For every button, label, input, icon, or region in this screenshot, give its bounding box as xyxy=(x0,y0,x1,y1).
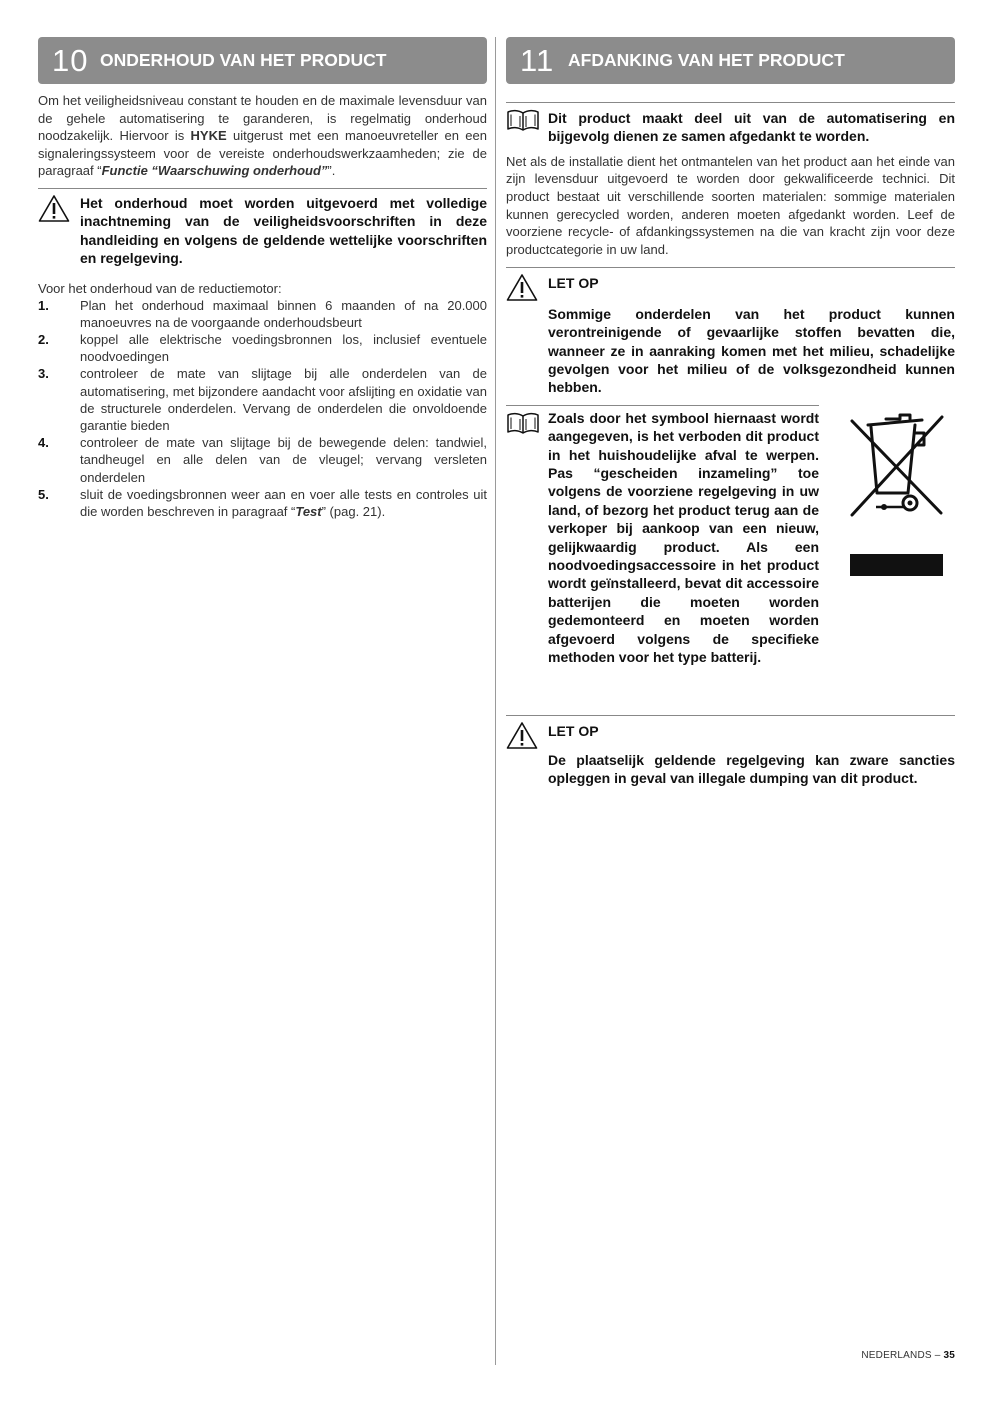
step-text-a: sluit de voedingsbronnen weer aan en voer alle tests en controles uit die worden beschreven in paragraaf “ xyxy=(80,486,487,520)
warning-text: Het onderhoud moet worden uitgevoerd met volledige inachtneming van de veiligheidsvoorschriften in deze handleiding en volgens de geldende wettelijke voorschriften en regelgeving. xyxy=(80,194,487,267)
legal-caution-title: LET OP xyxy=(548,722,599,739)
step-number: 5. xyxy=(38,486,49,502)
paragraph-reference: Functie “Waarschuwing onderhoud” xyxy=(101,163,328,179)
brand-name: HYKE xyxy=(190,128,227,144)
legal-caution-text: De plaatselijk geldende regelgeving kan zware sancties opleggen in geval van illegale dumping van dit product. xyxy=(548,751,955,787)
step-text: controleer de mate van slijtage bij de bewegende delen: tandwiel, tandheugel en alle delen van de vleugel; vervang versleten onderdelen xyxy=(80,435,487,485)
legal-caution-note xyxy=(506,715,955,788)
step-number: 3. xyxy=(38,366,49,382)
warning-note xyxy=(38,188,487,268)
list-item xyxy=(38,331,487,365)
intro-text-a: Om het veiligheidsniveau constant te houden en de maximale levensduur van de gehele automatisering te garanderen, is regelmatig onderhoud noodzakelijk. Hiervoor is xyxy=(38,93,487,144)
section-title: AFDANKING VAN HET PRODUCT xyxy=(568,50,845,70)
step-number: 1. xyxy=(38,297,49,313)
list-item xyxy=(38,297,487,331)
caution-note xyxy=(506,267,955,396)
warning-triangle-icon xyxy=(506,273,538,307)
section-maintenance xyxy=(38,37,487,520)
step-text-b: ” (pag. 21). xyxy=(321,504,386,520)
list-item xyxy=(38,486,487,520)
crossed-out-wheelie-bin-icon xyxy=(838,411,955,529)
section-number: 10 xyxy=(52,42,89,78)
intro-paragraph xyxy=(38,92,487,180)
section-10-header xyxy=(38,37,487,84)
step-number: 2. xyxy=(38,332,49,347)
open-book-icon xyxy=(506,108,540,137)
note-text: Dit product maakt deel uit van de automatisering en bijgevolg dienen ze samen afgedankt te worden. xyxy=(548,110,955,145)
page-number: 35 xyxy=(943,1350,955,1361)
intro-text-b: uitgerust met een manoeuvreteller en een signaleringssysteem voor de vereiste onderhoudswerkzaamheden; zie de paragraaf “ xyxy=(38,128,487,179)
manual-note xyxy=(506,102,955,146)
test-reference: Test xyxy=(295,504,322,520)
list-item xyxy=(38,365,487,434)
section-11-header xyxy=(506,37,955,84)
page-footer xyxy=(861,1350,955,1361)
section-disposal xyxy=(506,37,955,788)
step-text xyxy=(80,486,487,520)
weee-black-bar xyxy=(850,554,943,576)
step-text: controleer de mate van slijtage bij alle onderdelen van de automatisering, met bijzondere aandacht voor afslijting en oxidatie van de structurele onderdelen. Vervang de onderdelen die onvoldoende garantie bieden xyxy=(80,366,487,434)
section-number: 11 xyxy=(520,42,555,78)
step-number: 4. xyxy=(38,435,49,451)
weee-block xyxy=(506,405,955,667)
section-title: ONDERHOUD VAN HET PRODUCT xyxy=(100,50,387,70)
symbol-note xyxy=(506,405,819,667)
column-divider xyxy=(495,37,496,1365)
intro-text-c: ”. xyxy=(327,163,336,179)
list-item xyxy=(38,434,487,486)
footer-language: NEDERLANDS – xyxy=(861,1350,944,1361)
warning-triangle-icon xyxy=(506,721,538,755)
maintenance-steps xyxy=(38,297,487,521)
step-text: Plan het onderhoud maximaal binnen 6 maanden of na 20.000 manoeuvres na de voorgaande onderhoudsbeurt xyxy=(80,297,487,330)
caution-text: Sommige onderdelen van het product kunnen verontreinigende of gevaarlijke stoffen bevatten die, wanneer ze in aanraking komen met het milieu, schadelijke gevolgen voor het milieu of de volksgezondheid kunnen hebben. xyxy=(548,305,955,396)
weee-symbol xyxy=(838,411,955,576)
list-intro: Voor het onderhoud van de reductiemotor: xyxy=(38,280,282,296)
warning-triangle-icon xyxy=(38,194,70,228)
caution-title: LET OP xyxy=(548,275,599,292)
open-book-icon xyxy=(506,411,540,440)
step-text: koppel alle elektrische voedingsbronnen los, inclusief eventuele noodvoedingen xyxy=(80,332,487,365)
symbol-note-text: Zoals door het symbool hiernaast wordt aangegeven, is het verboden dit product in het huishoudelijke afval te werpen. Pas “gescheiden inzameling” toe volgens de voorziene regelgeving in uw land, of bezorg het product terug aan de verkoper bij aankoop van een nieuw, gelijkwaardig product. Als een noodvoedingsaccessoire in het product wordt geïnstalleerd, bevat dit accessoire batterijen die moeten worden gedemonteerd en moeten worden afgevoerd volgens de specifieke methoden voor het type batterij. xyxy=(548,409,819,666)
disposal-paragraph: Net als de installatie dient het ontmantelen van het product aan het einde van zijn levensduur uitgevoerd te worden door gekwalificeerde technici. Dit product bestaat uit verschillende soorten materialen: sommige materialen kunnen gerecycled worden, anderen moeten afgedankt worden. Leef de voorziene recycle- of afdankingssystemen na die van kracht zijn voor deze productcategorie in uw land. xyxy=(506,153,955,257)
